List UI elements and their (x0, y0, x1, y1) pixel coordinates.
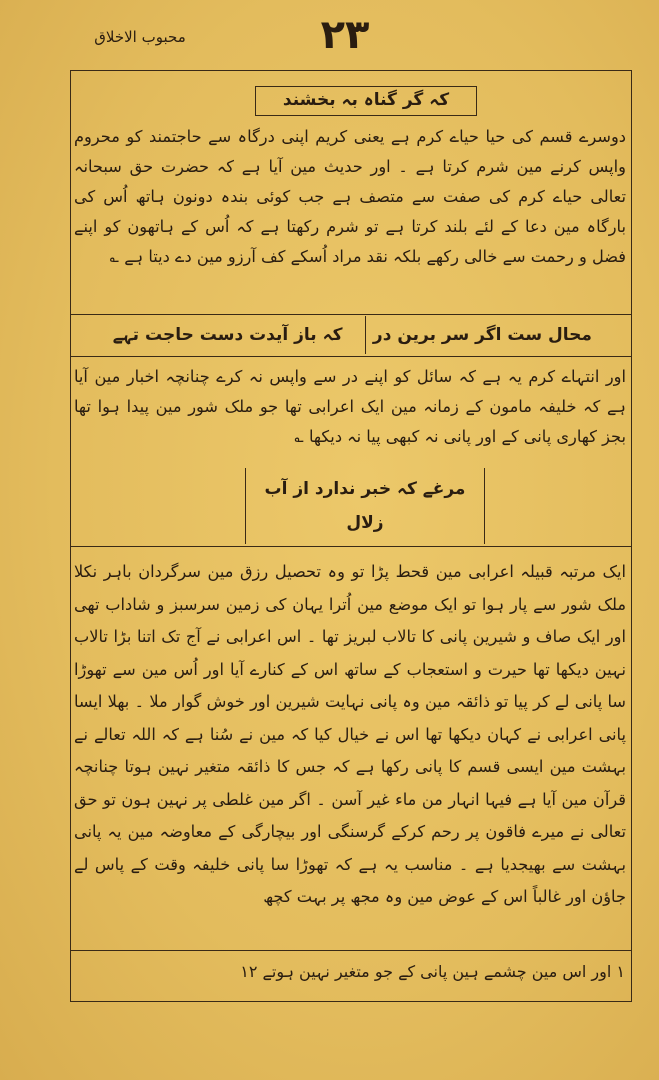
verse-couplet-2 (110, 318, 600, 354)
paragraph-2: اور انتہاے کرم یہ ہے کہ سائل کو اپنے در سے واپس نہ کرے چنانچہ اخبار مین آیا ہے کہ خلیفہ مامون کے زمانہ مین ایک اعرابی تھا جو ملک شور مین پیدا ہوا تھا بجز کھاری پانی کے اور پانی نہ کبھی پیا نہ دیکھا ؎ (74, 367, 626, 446)
page-number: ۲۳ (320, 12, 370, 58)
divider-line (70, 546, 632, 547)
footnote: ۱ اور اس مین چشمے ہین پانی کے جو متغیر نہین ہوتے ۱۲ (240, 962, 625, 981)
paragraph-3: ایک مرتبہ قبیلہ اعرابی مین قحط پڑا تو وہ تحصیل رزق مین سرگردان باہر نکلا ملک شور سے پار ہوا تو ایک موضع مین اُترا یہان کی زمین سرسبز و شاداب تھی اور ایک صاف و شیرین پانی کا تالاب لبریز تھا ۔ اس اعرابی نے آج تک اتنا بڑا تالاب نہین دیکھا تھا حیرت و استعجاب کے ساتھ اس کے کنارے آیا اور اُس مین سے تھوڑا سا پانی لے کر پیا تو ذائقہ مین وہ پانی نہایت شیرین اور خوش گوار ملا ۔ بھلا ایسا پانی اعرابی نے کہان دیکھا تھا اس نے خیال کیا کہ مین نے سُنا ہے کہ اللہ تعالے نے بہشت مین ایسی قسم کا پانی رکھا ہے کہ جس کا ذائقہ متغیر نہین ہوتا چنانچہ قرآن مین آیا ہے فیہا انہار من ماء غیر آسن ۔ اگر مین غلطی پر نہین ہون تو حق تعالی نے میرے فاقون پر رحم کرکے گرسنگی اور بیچارگی کے معاوضہ مین یہ پانی بہشت سے بھیجدیا ہے ۔ مناسب یہ ہے کہ تھوڑا سا پانی خلیفہ وقت کے پاس لے جاؤن اور غالباً اس کے عوض مین وہ مجھ پر بہت کچھ (74, 562, 626, 906)
verse-couplet-3 (245, 468, 485, 544)
verse-divider (365, 316, 366, 354)
verse-3-line-2 (246, 540, 484, 544)
verse-line-1: کہ گر گناہ بہ بخشند (255, 86, 477, 116)
footnote-divider (70, 950, 632, 951)
divider-line (70, 356, 632, 357)
verse-2-right-hemistich: محال ست اگر سر برین در (372, 325, 592, 345)
paragraph-1: دوسرے قسم کی حیا حیاے کرم ہے یعنی کریم اپنی درگاہ سے حاجتمند کو محروم واپس کرنے مین شرم کرتا ہے ۔ اور حدیث مین آیا ہے کہ حضرت حق سبحانہ تعالی حیاے کرم کی صفت سے متصف ہے جب کوئی بندہ دونون ہاتھ اُس کی بارگاہ مین دعا کے لئے بلند کرتا ہے تو شرم رکھتا ہے کہ اُس کے ہاتھون کو اپنے فضل و رحمت سے خالی رکھے بلکہ نقد مراد اُسکے کف آرزو مین دے دیتا ہے ؎ (74, 127, 626, 266)
verse-2-left-hemistich: کہ باز آیدت دست حاجت تہے (112, 325, 343, 345)
verse-3-line-1: مرغے کہ خبر ندارد از آب زلال (264, 479, 466, 533)
running-header-title: محبوب الاخلاق (94, 28, 186, 46)
divider-line (70, 314, 632, 315)
